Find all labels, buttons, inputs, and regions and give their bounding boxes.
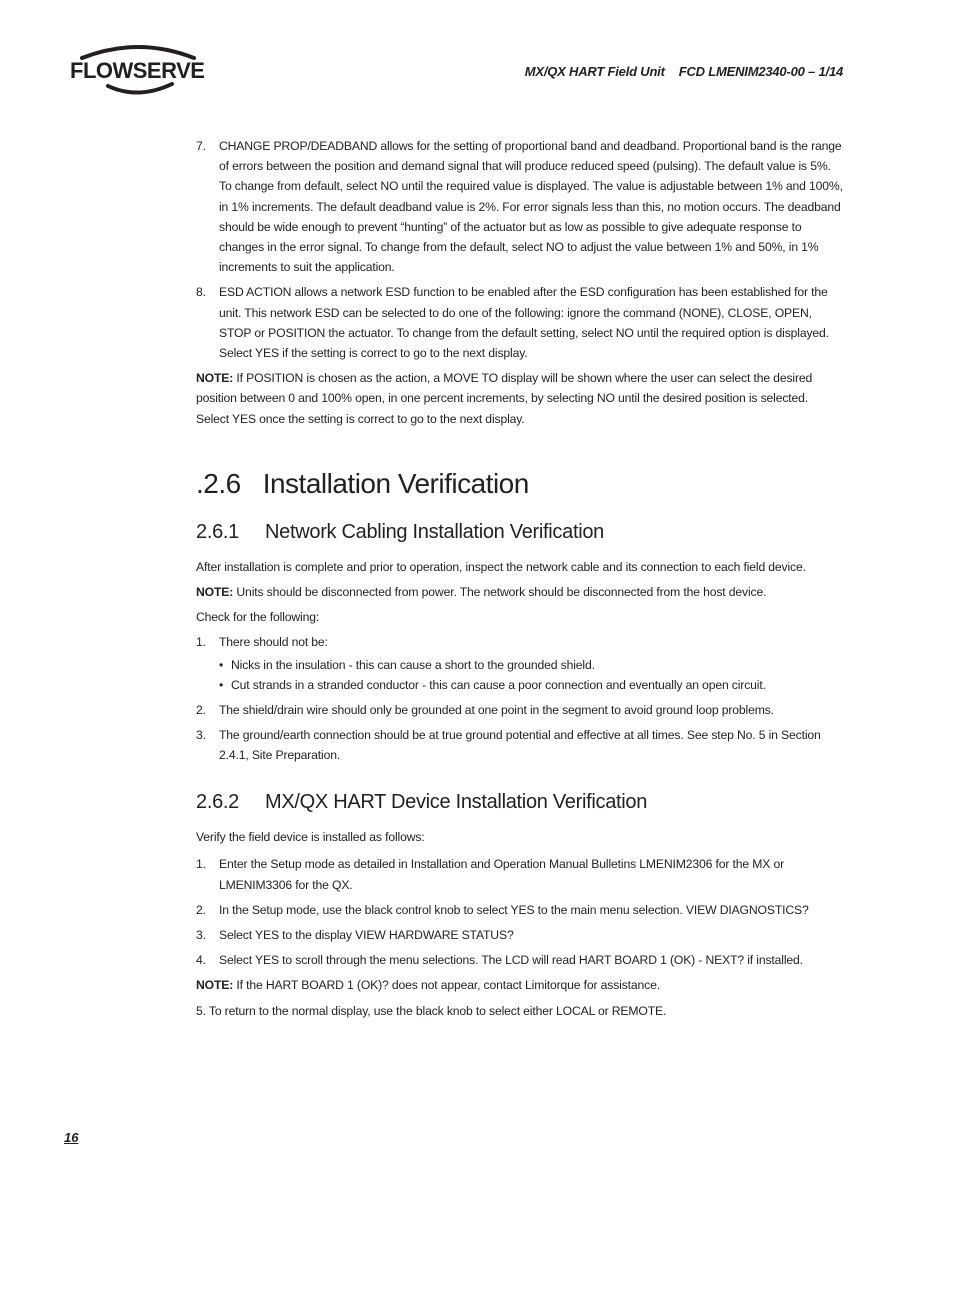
list-item-8 xyxy=(196,282,844,363)
item-text: The ground/earth connection should be at true ground potential and effective at all times. See step No. 5 in Section 2.4.1, Site Preparation. xyxy=(219,727,821,763)
note-disconnect xyxy=(196,582,844,602)
bullet-item: • Cut strands in a stranded conductor - this can cause a poor connection and eventually an open circuit. xyxy=(219,675,844,695)
item-number: 3. xyxy=(196,727,206,742)
note-text: Units should be disconnected from power. The network should be disconnected from the host device. xyxy=(233,585,767,600)
item-number: 2. xyxy=(196,702,206,717)
item-text: Select YES to scroll through the menu selections. The LCD will read HART BOARD 1 (OK) - NEXT? if installed. xyxy=(219,953,803,968)
item-text: There should not be: xyxy=(219,635,328,650)
doc-title: MX/QX HART Field Unit xyxy=(524,64,665,79)
paragraph: 5. To return to the normal display, use the black knob to select either LOCAL or REMOTE. xyxy=(196,1003,667,1018)
section-title: Installation Verification xyxy=(262,467,529,499)
item-text: ESD ACTION allows a network ESD function to be enabled after the ESD configuration has been established for the unit. This network ESD can be selected to do one of the following: ignore the command (NONE), CLOSE, OPEN, STOP or POSITION the actuator. To change from the default setting, select NO until the required option is displayed. Select YES if the setting is correct to go to the next display. xyxy=(219,285,829,361)
subsection-heading-2 xyxy=(196,789,844,815)
item-number: 2. xyxy=(196,902,206,917)
paragraph: Verify the field device is installed as follows: xyxy=(196,830,425,845)
note-label: NOTE: xyxy=(196,585,234,600)
bullet-item: • Nicks in the insulation - this can cause a short to the grounded shield. xyxy=(219,655,844,675)
item-text: CHANGE PROP/DEADBAND allows for the setting of proportional band and deadband. Proportional band is the range of errors between the position and demand signal that will produce reduced speed (pulsing). The default value is 5%. To change from default, select NO until the required value is displayed. The value is adjustable between 1% and 100%, in 1% increments. The default deadband value is 2%. For error signals less than this, no motion occurs. The deadband should be wide enough to prevent “hunting” of the actuator but as low as possible to give adequate response to changes in the error signal. To change from the default, select NO to adjust the value between 1% and 50%, in 1% increments to suit the application. xyxy=(219,139,843,275)
page-content xyxy=(196,136,844,1026)
item-text: The shield/drain wire should only be grounded at one point in the segment to avoid ground loop problems. xyxy=(219,702,774,717)
list-item xyxy=(196,632,844,694)
list-item xyxy=(196,900,844,920)
flowserve-logo xyxy=(68,42,208,96)
list-item xyxy=(196,950,844,970)
note-label: NOTE: xyxy=(196,978,234,993)
item-number: 8. xyxy=(196,285,206,300)
item-text: In the Setup mode, use the black control knob to select YES to the main menu selection. VIEW DIAGNOSTICS? xyxy=(219,902,809,917)
list-item xyxy=(196,725,844,765)
note-hart-board xyxy=(196,975,844,995)
section-number: .2.6 xyxy=(196,467,241,499)
item-number: 1. xyxy=(196,857,206,872)
subsection-number: 2.6.2 xyxy=(196,791,239,814)
list-item xyxy=(196,700,844,720)
paragraph: Check for the following: xyxy=(196,610,320,625)
item-number: 4. xyxy=(196,953,206,968)
note-label: NOTE: xyxy=(196,371,234,386)
subsection-title: MX/QX HART Device Installation Verification xyxy=(265,791,648,814)
subsection-number: 2.6.1 xyxy=(196,520,239,543)
note-text: If the HART BOARD 1 (OK)? does not appear, contact Limitorque for assistance. xyxy=(233,978,660,993)
section-heading xyxy=(196,467,844,501)
item-text: Enter the Setup mode as detailed in Installation and Operation Manual Bulletins LMENIM2306 for the MX or LMENIM3306 for the QX. xyxy=(219,857,784,892)
item-number: 7. xyxy=(196,139,206,153)
doc-code: FCD LMENIM2340-00 – 1/14 xyxy=(678,64,843,79)
item-text: Select YES to the display VIEW HARDWARE STATUS? xyxy=(219,928,514,943)
list-item xyxy=(196,854,844,894)
paragraph: After installation is complete and prior to operation, inspect the network cable and its connection to each field device. xyxy=(196,559,806,574)
running-header xyxy=(525,64,843,79)
subsection-heading-1 xyxy=(196,519,844,545)
item-number: 1. xyxy=(196,635,206,650)
list-item xyxy=(196,925,844,945)
subsection-title: Network Cabling Installation Verification xyxy=(265,520,604,543)
item-number: 3. xyxy=(196,928,206,943)
brand-wordmark: FLOWSERVE xyxy=(70,58,205,83)
note-text: If POSITION is chosen as the action, a MOVE TO display will be shown where the user can select the desired position between 0 and 100% open, in one percent increments, by selecting NO until the desired position is selected. Select YES once the setting is correct to go to the next display. xyxy=(196,371,813,426)
note-position xyxy=(196,368,844,429)
list-item-7 xyxy=(196,136,844,277)
page-number: 16 xyxy=(64,1130,79,1145)
bullet-list xyxy=(219,655,844,695)
